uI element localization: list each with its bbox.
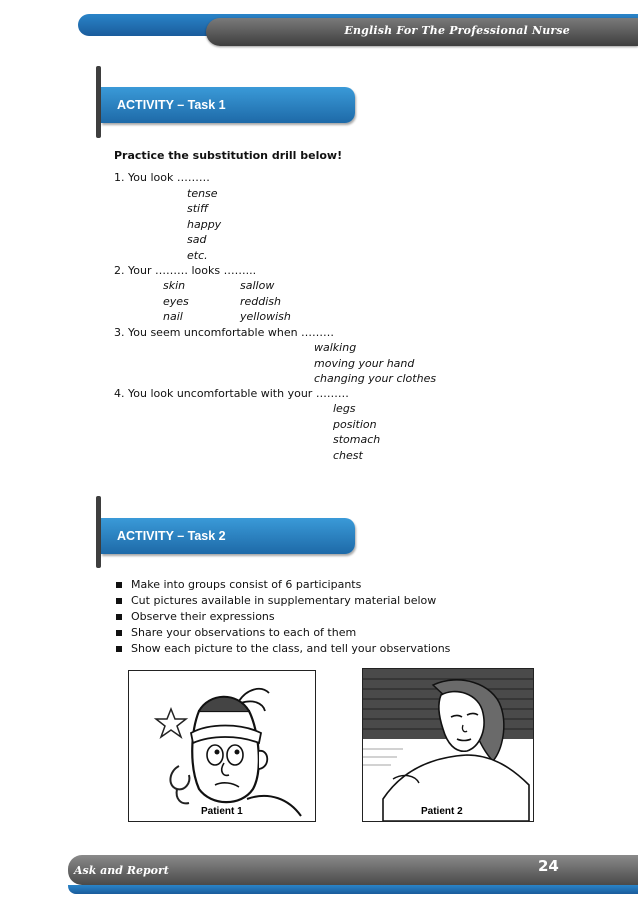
drill-option: moving your hand (314, 357, 415, 370)
patient-1-illustration (129, 671, 315, 821)
list-item: Observe their expressions (114, 609, 450, 625)
drill-option: stiff (187, 202, 209, 215)
footer-blue-stripe (68, 885, 638, 894)
task2-banner-label: ACTIVITY – Task 2 (117, 529, 226, 543)
drill-option: sallow (240, 279, 275, 292)
drill-item-3: 3. You seem uncomfortable when ……… (114, 326, 335, 339)
bullet-square-icon (116, 598, 122, 604)
drill-option: chest (333, 449, 363, 462)
patient-2-picture (362, 668, 534, 822)
header-title: English For The Professional Nurse (344, 24, 570, 37)
drill-option: sad (187, 233, 207, 246)
drill-option: position (333, 418, 377, 431)
bullet-square-icon (116, 646, 122, 652)
bullet-square-icon (116, 582, 122, 588)
drill-item-1: 1. You look ……… (114, 171, 210, 184)
drill-option: skin (163, 279, 186, 292)
drill-option: happy (187, 218, 222, 231)
drill-option: tense (187, 187, 218, 200)
bullet-square-icon (116, 630, 122, 636)
drill-option: walking (314, 341, 357, 354)
drill-option: stomach (333, 433, 381, 446)
drill-item-4: 4. You look uncomfortable with your ……… (114, 387, 349, 400)
task1-banner-label: ACTIVITY – Task 1 (117, 98, 226, 112)
drill-option: nail (163, 310, 183, 323)
list-item: Show each picture to the class, and tell your observations (114, 641, 450, 657)
task1-instruction: Practice the substitution drill below! (114, 149, 343, 162)
drill-item-2: 2. Your ……… looks ……... (114, 264, 257, 277)
drill-option: eyes (163, 295, 189, 308)
list-item: Cut pictures available in supplementary material below (114, 593, 450, 609)
task2-bullet-list (114, 577, 450, 657)
drill-option: reddish (240, 295, 282, 308)
drill-option: legs (333, 402, 356, 415)
task2-banner (101, 518, 355, 554)
patient-1-picture (128, 670, 316, 822)
task1-banner (101, 87, 355, 123)
list-item: Make into groups consist of 6 participants (114, 577, 450, 593)
patient-1-caption (201, 806, 243, 817)
svg-text:Patient 1: Patient 1 (201, 806, 243, 817)
drill-option: changing your clothes (314, 372, 437, 385)
bullet-square-icon (116, 614, 122, 620)
patient-2-caption (421, 806, 463, 817)
patient-2-illustration (363, 669, 533, 821)
list-item: Share your observations to each of them (114, 625, 450, 641)
svg-text:Patient 2: Patient 2 (421, 806, 463, 817)
footer-section-title: Ask and Report (74, 864, 169, 877)
drill-option: yellowish (240, 310, 291, 323)
page-number: 24 (538, 857, 559, 875)
drill-option: etc. (187, 249, 208, 262)
